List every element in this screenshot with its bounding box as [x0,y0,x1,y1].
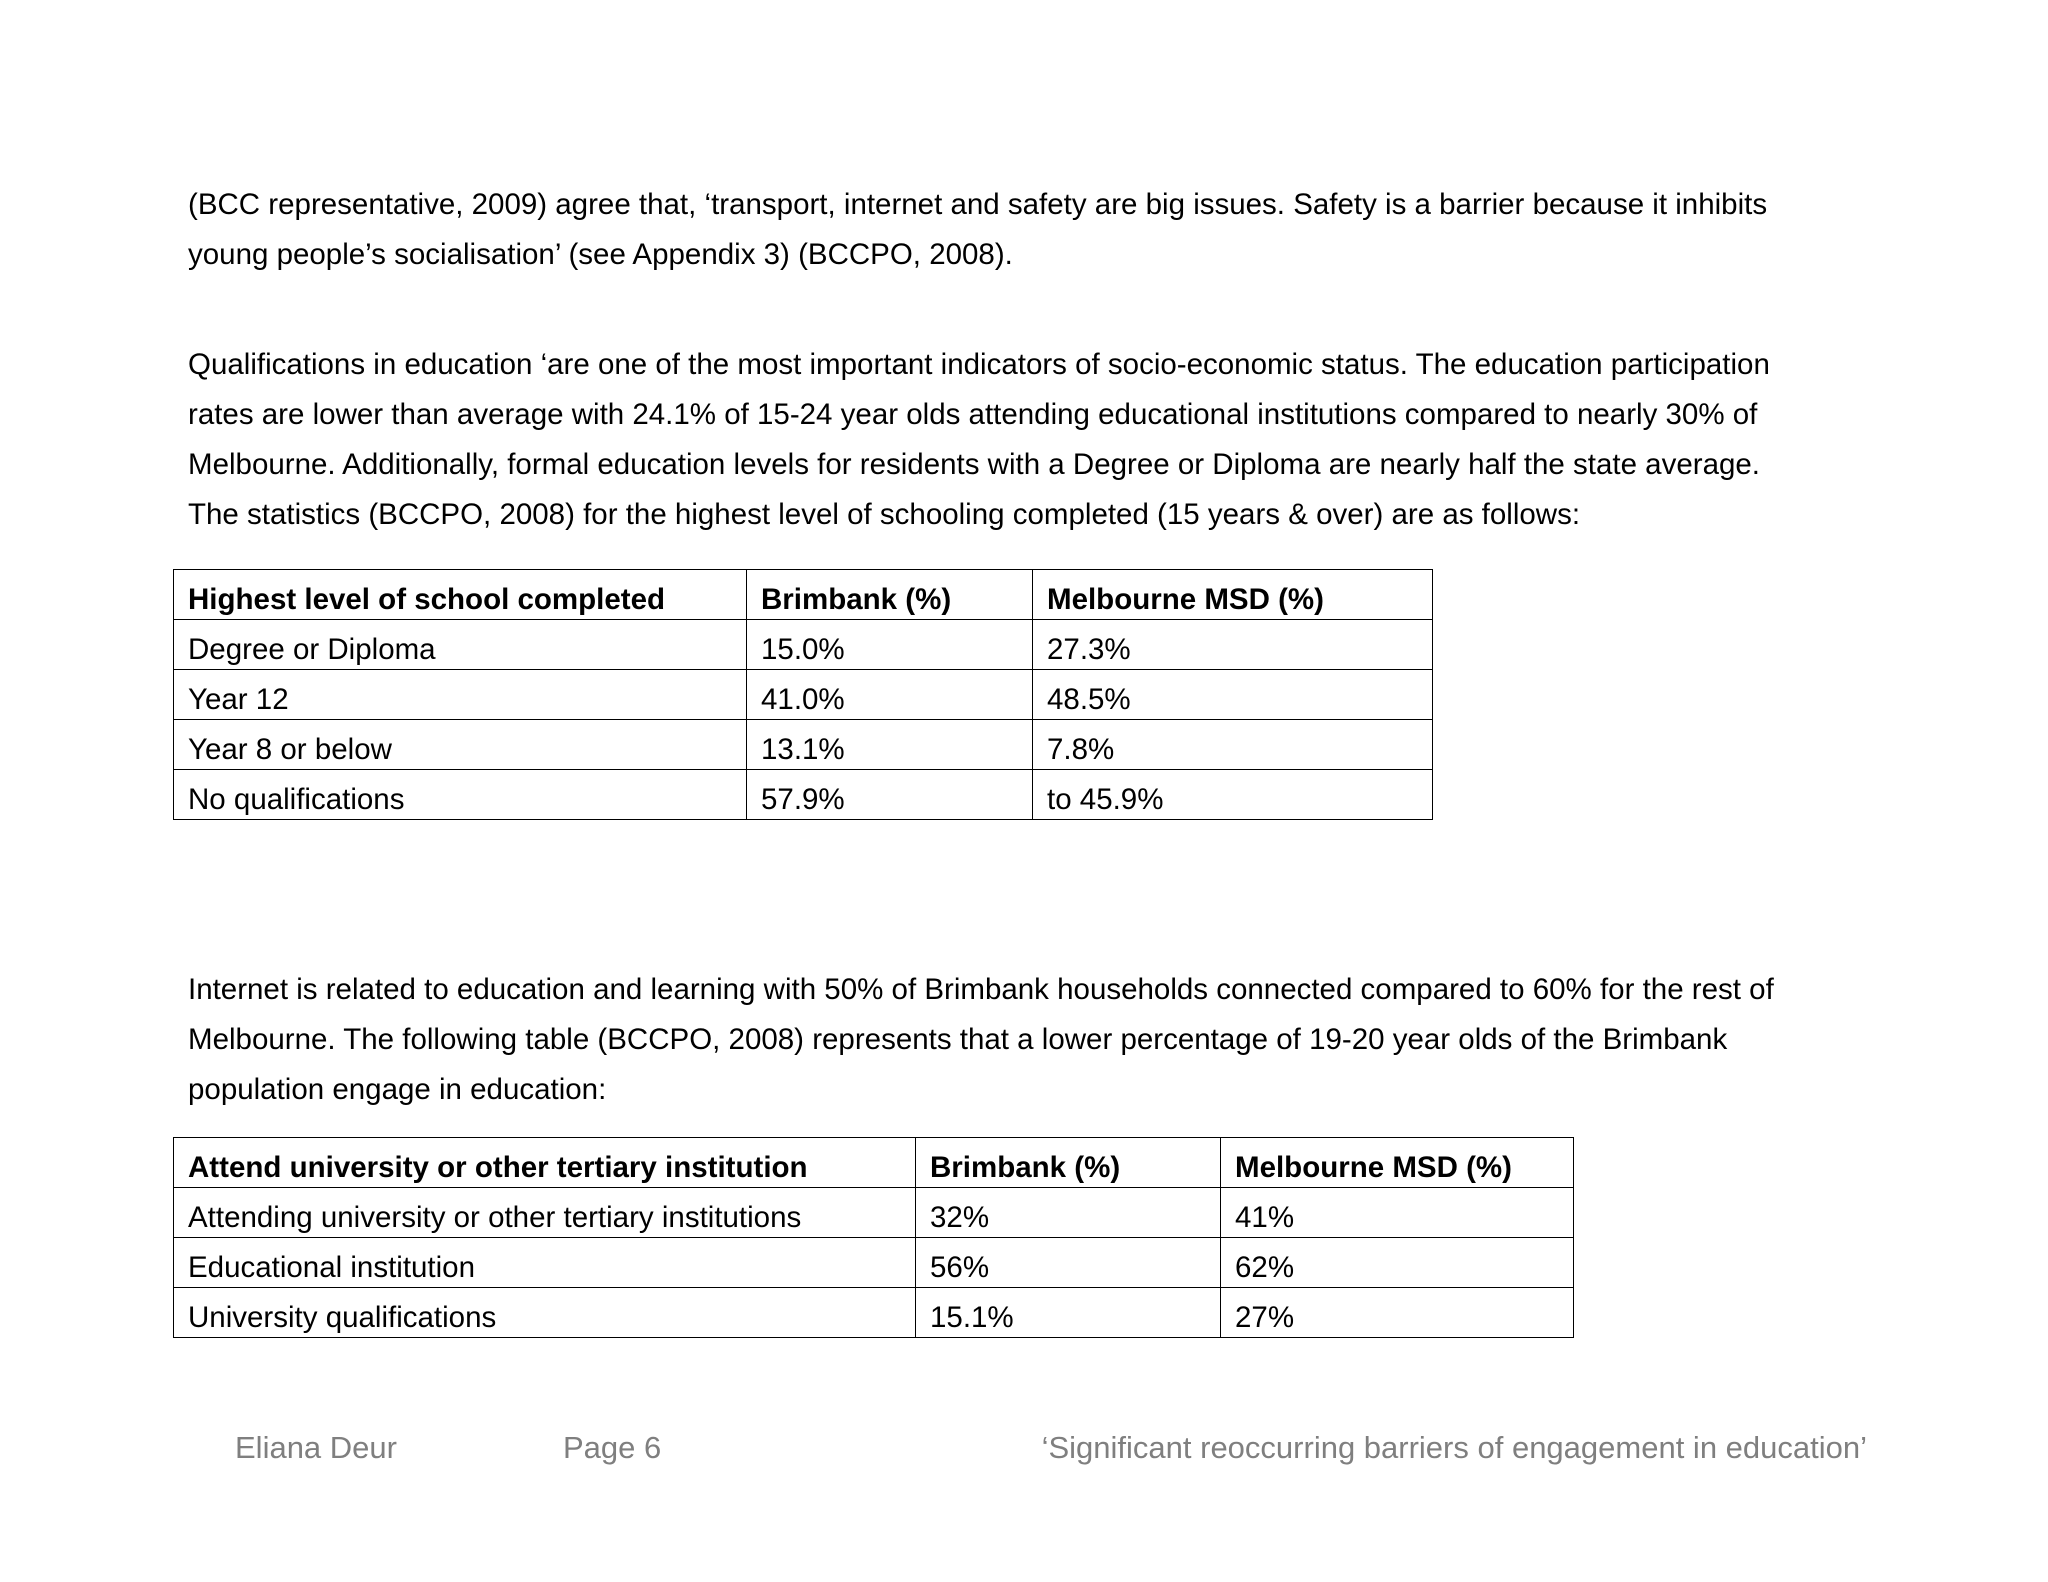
table-row [174,1288,1574,1338]
table-row [174,720,1433,770]
body-paragraph: Qualifications in education ‘are one of the most important indicators of socio-economic status. The education participation rates are lower than average with 24.1% of 15-24 year olds attending educational institutions compared to nearly 30% of Melbourne. Additionally, formal education levels for residents with a Degree or Diploma are nearly half the state average. The statistics (BCCPO, 2008) for the highest level of schooling completed (15 years & over) are as follows: [188,348,1770,531]
table-row [174,770,1433,820]
schooling-level-table [173,569,1433,820]
table-cell: Year 12 [174,670,747,720]
body-paragraph: (BCC representative, 2009) agree that, ‘transport, internet and safety are big issues. Safety is a barrier because it inhibits young people’s socialisation’ (see Appendix 3) (BCCPO, 2008). [188,188,1768,271]
footer-author: Eliana Deur [235,1430,397,1465]
table-cell: 48.5% [1033,670,1433,720]
table-header-row [174,1138,1574,1188]
table-cell: Educational institution [174,1238,916,1288]
table-cell: 62% [1221,1238,1574,1288]
table-row [174,670,1433,720]
table-cell: 41% [1221,1188,1574,1238]
table-cell: 27% [1221,1288,1574,1338]
column-header: Brimbank (%) [916,1138,1221,1188]
table-cell: 15.1% [916,1288,1221,1338]
table-cell: 7.8% [1033,720,1433,770]
column-header: Attend university or other tertiary institution [174,1138,916,1188]
table-cell: University qualifications [174,1288,916,1338]
table-row [174,1238,1574,1288]
table-row [174,1188,1574,1238]
column-header: Highest level of school completed [174,570,747,620]
table-cell: 27.3% [1033,620,1433,670]
table-cell: Year 8 or below [174,720,747,770]
table-row [174,620,1433,670]
table-cell: 56% [916,1238,1221,1288]
table-cell: 32% [916,1188,1221,1238]
table-cell: 13.1% [747,720,1033,770]
table-cell: to 45.9% [1033,770,1433,820]
table-cell: Degree or Diploma [174,620,747,670]
footer-page-number: Page 6 [563,1430,662,1465]
table-cell: Attending university or other tertiary institutions [174,1188,916,1238]
footer-document-title: ‘Significant reoccurring barriers of engagement in education’ [1041,1430,1867,1465]
column-header: Melbourne MSD (%) [1221,1138,1574,1188]
table-cell: 41.0% [747,670,1033,720]
table-cell: No qualifications [174,770,747,820]
table-header-row [174,570,1433,620]
column-header: Brimbank (%) [747,570,1033,620]
table-cell: 57.9% [747,770,1033,820]
column-header: Melbourne MSD (%) [1033,570,1433,620]
body-paragraph: Internet is related to education and learning with 50% of Brimbank households connected compared to 60% for the rest of Melbourne. The following table (BCCPO, 2008) represents that a lower percentage of 19-20 year olds of the Brimbank population engage in education: [188,973,1774,1106]
tertiary-attendance-table [173,1137,1574,1338]
table-cell: 15.0% [747,620,1033,670]
